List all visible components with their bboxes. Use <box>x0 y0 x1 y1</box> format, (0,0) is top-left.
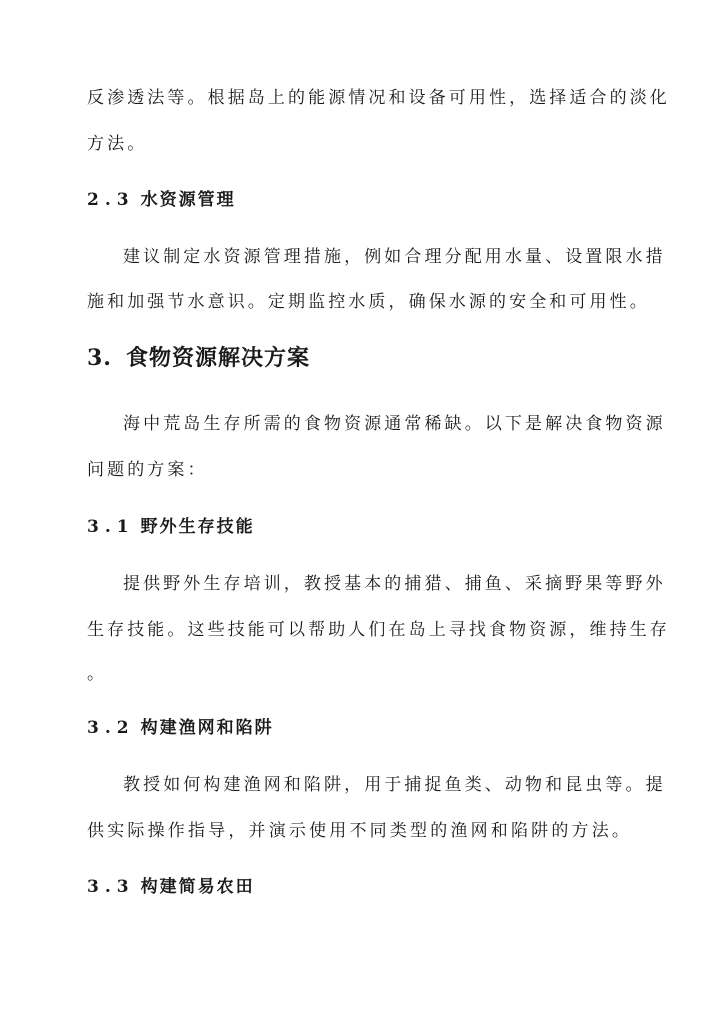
section-number: 3. <box>87 345 112 371</box>
paragraph-line: 建议制定水资源管理措施，例如合理分配用水量、设置限水措 <box>123 247 666 267</box>
section-heading-3-2 <box>87 716 274 740</box>
paragraph-line: 施和加强节水意识。定期监控水质，确保水源的安全和可用性。 <box>87 292 650 312</box>
paragraph-line: 教授如何构建渔网和陷阱，用于捕捉鱼类、动物和昆虫等。提 <box>123 775 666 795</box>
paragraph-line: 供实际操作指导，并演示使用不同类型的渔网和陷阱的方法。 <box>87 821 632 841</box>
section-title: 水资源管理 <box>140 190 236 210</box>
section-title: 食物资源解决方案 <box>125 345 310 371</box>
section-title: 构建简易农田 <box>140 877 255 897</box>
section-number: 3.3 <box>87 877 135 897</box>
section-number: 2.3 <box>87 190 135 210</box>
section-heading-2-3 <box>87 188 236 212</box>
section-heading-3-3 <box>87 875 255 899</box>
paragraph-line: 提供野外生存培训，教授基本的捕猎、捕鱼、采摘野果等野外 <box>123 574 666 594</box>
section-heading-3 <box>87 343 310 373</box>
paragraph-line: 问题的方案： <box>87 460 208 480</box>
paragraph-line: 反渗透法等。根据岛上的能源情况和设备可用性，选择适合的淡化 <box>87 88 670 108</box>
section-title: 构建渔网和陷阱 <box>140 718 274 738</box>
section-heading-3-1 <box>87 515 255 539</box>
section-number: 3.2 <box>87 718 135 738</box>
paragraph-line: 方法。 <box>87 134 148 154</box>
paragraph-line: 生存技能。这些技能可以帮助人们在岛上寻找食物资源，维持生存 <box>87 620 670 640</box>
section-title: 野外生存技能 <box>140 517 255 537</box>
paragraph-line: 海中荒岛生存所需的食物资源通常稀缺。以下是解决食物资源 <box>123 414 666 434</box>
paragraph-line: 。 <box>87 664 108 684</box>
section-number: 3.1 <box>87 517 135 537</box>
